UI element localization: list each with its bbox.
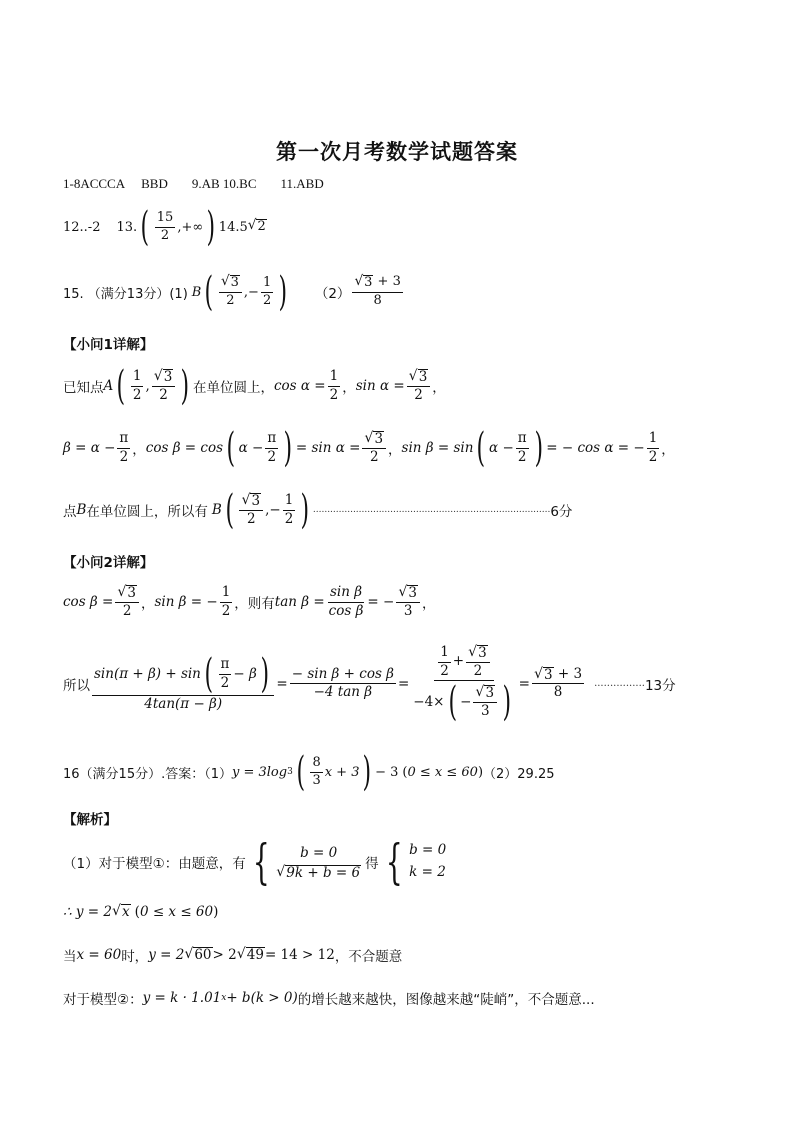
answer-14-label: 14. xyxy=(218,219,240,235)
q16-formula-pre: y = 3log xyxy=(232,764,288,780)
sub2-cos-beta: cos β = xyxy=(63,594,114,611)
sub1-cos-beta: cos β = cos xyxy=(145,440,224,456)
q15-summary-row xyxy=(63,269,405,315)
answer-6-8: BBD xyxy=(141,176,168,191)
sub1-l1-mid: 在单位圆上， xyxy=(192,380,274,396)
sub1-score: 6分 xyxy=(550,504,573,520)
sub1-beta-def: β = α − xyxy=(63,440,116,456)
sub1-l3-dots: ................................................................................... xyxy=(312,505,551,515)
answer-11: 11.ABD xyxy=(280,176,324,191)
sub1-header: 【小问1详解】 xyxy=(63,337,154,353)
choice-answers-row xyxy=(63,176,324,192)
answer-13-denominator: 2 xyxy=(160,227,170,243)
sub1-sin-alpha: sin α = xyxy=(355,378,405,394)
sub1-point-a: A xyxy=(103,378,114,394)
sub1-l3-mid: 在单位圆上，所以有 xyxy=(86,504,208,520)
q16-when-row: 当 x = 60 时， y = 2 √ 60 > 2 √ 49 = 14 > 12 ，不合题意 xyxy=(63,946,403,965)
q16-model1-pre: （1）对于模型①：由题意，有 xyxy=(63,856,246,872)
answer-12: 12..-2 xyxy=(63,219,101,235)
answer-13-numerator: 15 xyxy=(155,211,176,228)
sub2-header: 【小问2详解】 xyxy=(63,555,154,571)
sub2-final-frac: √ 3 + 3 8 xyxy=(533,665,583,701)
q15-point-b: B xyxy=(191,284,202,300)
q16-when-tail: ，不合题意 xyxy=(334,949,403,965)
answer-13-interval: ( $\frac{15}{2}$ ,+∞ ) xyxy=(140,204,216,250)
q16-get: 得 xyxy=(365,856,379,872)
answer-14-coef: 5 xyxy=(239,219,248,235)
sub1-eq-neg-cos-alpha: = − cos α = − xyxy=(546,440,645,456)
q16-formula-minus: − 3 xyxy=(375,764,399,780)
sub1-cos-alpha: cos α = xyxy=(273,378,326,394)
sub2-sin-beta: sin β = − xyxy=(154,594,218,611)
q16-label: 16（满分15分）.答案：（1） xyxy=(63,766,232,782)
q16-part2: （2）29.25 xyxy=(483,766,555,782)
sub2-score: 13分 xyxy=(644,677,676,694)
q15-part2-answer: √ 3 + 3 8 xyxy=(354,273,401,308)
answer-13-label: 13. xyxy=(116,219,138,235)
sub1-l3-pre: 点 xyxy=(63,504,77,520)
sub1-line3: 点 B 在单位圆上，所以有 B ( √ 3 2 ,− $\frac{1}{2}$ ) ................................................................................... 6分 xyxy=(63,487,573,533)
answer-14-sqrt: √ 2 xyxy=(247,217,266,235)
sub1-line2: β = α − $\frac{\pi}{2}$ ， cos β = cos ( α − $\frac{\pi}{2}$ ) = sin α = √ 3 2 ， sin β = sin ( α − $\frac{\pi}{2}$ ) = − cos α = − $\frac{1}{2}$ ， xyxy=(63,425,675,471)
sub1-line1: 已知点 A ( $\frac{1}{2}$ , √ 3 2 ) 在单位圆上， cos α = $\frac{1}{2}$ ， sin α = √ 3 2 ， xyxy=(63,363,446,409)
sub2-dots: ................ xyxy=(594,678,645,690)
page-title: 第一次月考数学试题答案 xyxy=(276,140,518,164)
q16-model2-row: 对于模型②： y = k · 1.01 x + b(k > 0) 的增长越来越快，图像越来越“陡峭”，不合题意... xyxy=(63,990,595,1008)
sub2-line1: cos β = √ 3 2 ， sin β = − $\frac{1}{2}$ ，则有 tan β = $\frac{\text{sin β}}{\text{cos β}}$ = − √ 3 3 ， xyxy=(63,584,436,619)
q15-part2-label: （2） xyxy=(314,286,351,302)
answer-1-8: 1-8ACCCA xyxy=(63,176,126,191)
sub2-then: ，则有 xyxy=(234,596,275,613)
sub1-sin-beta: sin β = sin xyxy=(401,440,474,456)
sub2-big-frac-b: $\frac{\text{− sin β + cos β}}{\text{−4 tan β}}$ xyxy=(291,665,394,701)
q16-therefore: ∴ y = 2 xyxy=(63,904,112,920)
q16-analysis-header: 【解析】 xyxy=(63,812,117,828)
fill-answers-row xyxy=(63,204,267,250)
q16-model2-formula: y = k · 1.01 xyxy=(142,990,222,1006)
q16-log-base: 3 xyxy=(287,767,293,777)
q16-when-mid: 时， xyxy=(121,949,149,965)
sub1-l1-pre: 已知点 xyxy=(63,380,104,396)
q16-therefore-domain: 0 ≤ x ≤ 60 xyxy=(139,904,214,920)
sub2-line2: 所以 sin(π + β) + sin ( $\frac{\pi}{2}$ − β ) 4tan(π − β) = $\frac{\text{− sin β + cos β}}{\text{−4 tan β}}$ = $\frac{1}{2}$ + √ 3 2 −4× ( − √ 3 3 ) = √ 3 + 3 8 ................ 13分 xyxy=(63,644,676,726)
answer-9-10: 9.AB 10.BC xyxy=(191,176,257,191)
sub1-eq-sin-alpha: = sin α = xyxy=(295,440,361,456)
q16-system-1: { b = 0 √ 9k + b = 6 xyxy=(252,834,361,890)
q16-when-pre: 当 xyxy=(63,949,77,965)
q16-system-2: { b = 0 k = 2 xyxy=(385,834,447,890)
sub1-point-a-coords: ( $\frac{1}{2}$ , √ 3 2 ) xyxy=(116,363,190,409)
sub2-big-frac-a: sin(π + β) + sin ( $\frac{\pi}{2}$ − β ) 4tan(π − β) xyxy=(92,654,274,713)
q16-model2-desc: 的增长越来越快，图像越来越“陡峭”，不合题意... xyxy=(297,992,595,1008)
sub2-tan-beta: tan β = xyxy=(274,594,325,611)
sub2-big-frac-c: $\frac{1}{2}$ + √ 3 2 −4× ( − √ 3 3 ) xyxy=(413,644,512,726)
sub2-l2-pre: 所以 xyxy=(63,677,90,694)
q16-summary-row: 16（满分15分）.答案：（1） y = 3log 3 ( $\frac{8}{3}$ x + 3 ) − 3 ( 0 ≤ x ≤ 60 ) （2）29.25 xyxy=(63,749,555,795)
sub2-tan-frac: $\frac{\text{sin β}}{\text{cos β}}$ xyxy=(328,584,364,619)
q16-model2-pre: 对于模型②： xyxy=(63,992,143,1008)
q16-formula-tail: x + 3 xyxy=(324,764,360,780)
q15-point-b-coords: ( √ 3 2 ,− $\frac{1}{2}$ ) xyxy=(204,269,288,315)
q16-when-x: x = 60 xyxy=(76,947,122,963)
sub1-l3-point: B xyxy=(76,502,87,518)
q16-model1-row xyxy=(63,834,447,890)
answer-13-tail: ,+∞ xyxy=(177,219,204,235)
q16-therefore-row: ∴ y = 2 √ x ( 0 ≤ x ≤ 60 ) xyxy=(63,903,219,921)
q15-label: 15. （满分13分）(1) xyxy=(63,286,188,302)
q16-domain: 0 ≤ x ≤ 60 xyxy=(407,764,478,780)
